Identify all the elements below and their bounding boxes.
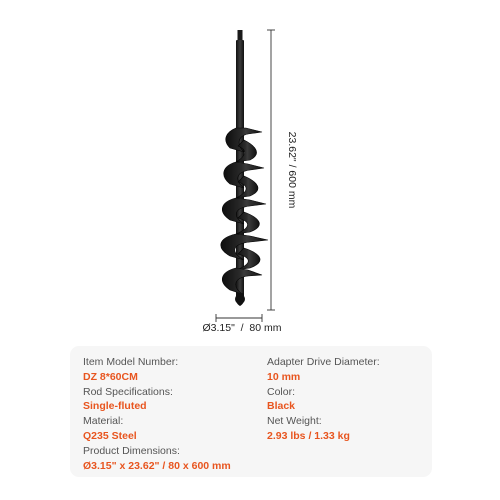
spec-label: Adapter Drive Diameter:: [267, 356, 380, 368]
spec-item-color: [267, 385, 427, 415]
spec-label: Rod Specifications:: [83, 385, 173, 398]
spec-item-model-number: [83, 355, 258, 385]
spec-value: 2.93 lbs / 1.33 kg: [267, 429, 350, 442]
spec-item-rod-specifications: [83, 385, 258, 415]
spec-label: Material:: [83, 415, 124, 428]
length-dimension-line: [267, 30, 275, 310]
length-dimension-label: 23.62" / 600 mm: [286, 131, 298, 209]
spec-label: Net Weight:: [267, 415, 322, 428]
auger-drill-bit-image: [221, 30, 268, 306]
specifications-panel: [70, 346, 432, 477]
spec-value: DZ 8*60CM: [83, 370, 138, 383]
spec-item-net-weight: [267, 414, 427, 444]
spec-value: 10 mm: [267, 370, 301, 383]
spec-value: Ø3.15" x 23.62" / 80 x 600 mm: [83, 459, 231, 472]
spec-label: Item Model Number:: [83, 356, 179, 368]
spec-item-material: [83, 414, 258, 444]
spec-label: Color:: [267, 385, 296, 398]
diameter-dimension-line: [216, 314, 262, 322]
diameter-dimension-label: Ø3.15" / 80 mm: [202, 322, 282, 334]
spec-value: Single-fluted: [83, 400, 147, 413]
specs-left-column: [83, 355, 258, 473]
spec-label: Product Dimensions:: [83, 444, 180, 457]
specs-right-column: [267, 355, 427, 444]
spec-item-adapter-drive-diameter: [267, 355, 427, 385]
spec-value: Q235 Steel: [83, 429, 137, 442]
spec-item-product-dimensions: [83, 444, 258, 474]
spec-value: Black: [267, 400, 296, 413]
